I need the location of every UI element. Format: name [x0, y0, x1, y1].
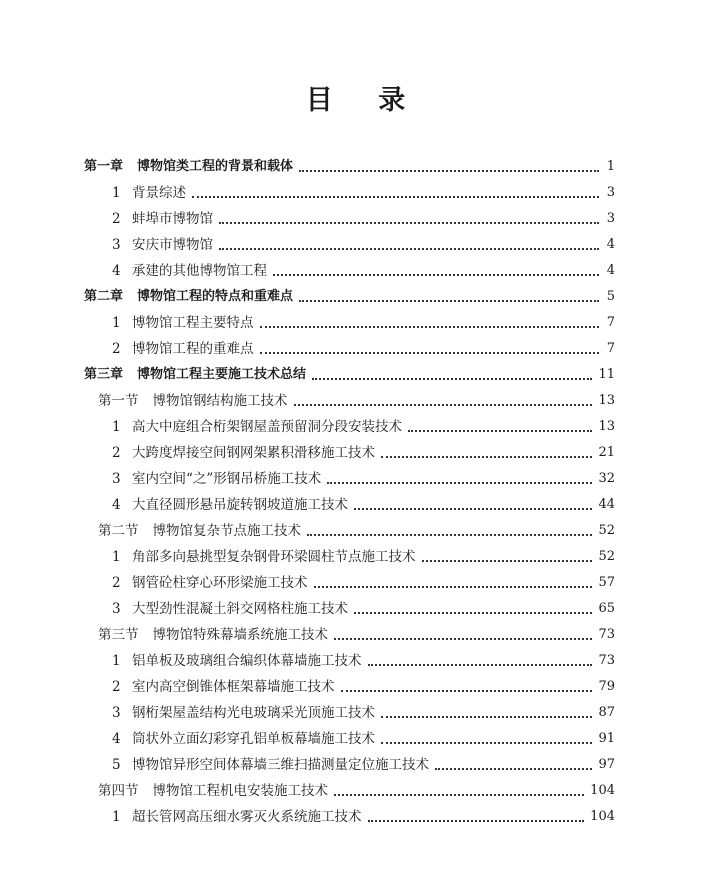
dot-leader — [435, 766, 592, 770]
toc-entry-number: 3 — [112, 705, 121, 721]
toc-entry-page-number: 73 — [598, 653, 615, 668]
dot-leader — [422, 558, 593, 562]
toc-entry-page-number: 13 — [598, 419, 615, 434]
toc-entry-number: 3 — [112, 237, 121, 253]
toc-entry-item[interactable] — [112, 572, 615, 594]
toc-entry-page-number: 73 — [598, 627, 615, 642]
toc-entry-item[interactable] — [112, 728, 615, 750]
toc-entry-title: 超长管网高压细水雾灭火系统施工技术 — [132, 809, 362, 825]
toc-entry-title: 大型劲性混凝土斜交网格柱施工技术 — [132, 601, 348, 617]
toc-entry-title: 承建的其他博物馆工程 — [132, 263, 267, 279]
toc-entry-number: 1 — [112, 653, 121, 669]
toc-entry-number: 3 — [112, 471, 121, 487]
toc-entry-page-number: 65 — [598, 601, 615, 616]
toc-entry-page-number: 87 — [598, 705, 615, 720]
toc-entry-number: 1 — [112, 809, 121, 825]
toc-entry-page-number: 4 — [606, 263, 615, 278]
toc-entry-page-number: 7 — [606, 315, 615, 330]
toc-entry-page-number: 57 — [598, 575, 615, 590]
toc-entry-item[interactable] — [112, 754, 615, 776]
dot-leader — [260, 350, 600, 354]
toc-entry-page-number: 104 — [590, 809, 615, 824]
toc-entry-page-number: 3 — [606, 211, 615, 226]
toc-entry-title: 大跨度焊接空间钢网架累积滑移施工技术 — [132, 445, 375, 461]
toc-entry-number: 1 — [112, 315, 121, 331]
dot-leader — [334, 636, 592, 640]
toc-entry-item[interactable] — [112, 650, 615, 672]
toc-entry-item[interactable] — [112, 676, 615, 698]
toc-entry-section[interactable] — [98, 390, 615, 412]
dot-leader — [368, 662, 593, 666]
dot-leader — [354, 610, 592, 614]
toc-entry-page-number: 32 — [598, 471, 615, 486]
page-title: 目 录 — [305, 85, 424, 116]
dot-leader — [219, 246, 599, 250]
toc-entry-page-number: 13 — [598, 393, 615, 408]
dot-leader — [299, 298, 599, 302]
toc-entry-title: 安庆市博物馆 — [132, 237, 213, 253]
toc-entry-title: 博物馆异形空间体幕墙三维扫描测量定位施工技术 — [132, 757, 429, 773]
toc-entry-number: 2 — [112, 445, 121, 461]
toc-entry-item[interactable] — [112, 468, 615, 490]
toc-entry-number: 第三节 — [98, 627, 139, 643]
toc-entry-number: 2 — [112, 211, 121, 227]
toc-entry-item[interactable] — [112, 494, 615, 516]
dot-leader — [334, 792, 584, 796]
dot-leader — [294, 402, 593, 406]
toc-entry-number: 1 — [112, 185, 121, 201]
toc-entry-title: 钢桁架屋盖结构光电玻璃采光顶施工技术 — [132, 705, 375, 721]
toc-entry-page-number: 79 — [598, 679, 615, 694]
toc-entry-chapter[interactable] — [84, 156, 615, 178]
toc-entry-item[interactable] — [112, 598, 615, 620]
dot-leader — [327, 480, 592, 484]
toc-entry-item[interactable] — [112, 338, 615, 360]
toc-entry-chapter[interactable] — [84, 364, 615, 386]
toc-entry-title: 高大中庭组合桁架钢屋盖预留洞分段安装技术 — [132, 419, 402, 435]
dot-leader — [307, 532, 592, 536]
toc-entry-item[interactable] — [112, 702, 615, 724]
toc-entry-number: 第二章 — [84, 289, 124, 304]
toc-entry-title: 博物馆特殊幕墙系统施工技术 — [152, 627, 328, 643]
dot-leader — [260, 324, 600, 328]
toc-entry-page-number: 3 — [606, 185, 615, 200]
toc-entry-number: 第四节 — [98, 783, 139, 799]
toc-entry-number: 1 — [112, 549, 121, 565]
toc-entry-page-number: 1 — [606, 159, 615, 174]
toc-entry-page-number: 44 — [598, 497, 615, 512]
dot-leader — [314, 584, 593, 588]
toc-entry-section[interactable] — [98, 624, 615, 646]
toc-entry-title: 博物馆工程主要施工技术总结 — [137, 367, 307, 382]
toc-entry-title: 室内空间“之”形钢吊桥施工技术 — [132, 471, 322, 487]
toc-entry-title: 角部多向悬挑型复杂钢骨环梁圆柱节点施工技术 — [132, 549, 416, 565]
dot-leader — [219, 220, 599, 224]
dot-leader — [354, 506, 592, 510]
toc-entry-title: 钢管砼柱穿心环形梁施工技术 — [132, 575, 308, 591]
dot-leader — [381, 454, 592, 458]
toc-entry-page-number: 97 — [598, 757, 615, 772]
toc-entry-title: 博物馆类工程的背景和载体 — [137, 159, 294, 174]
toc-entry-item[interactable] — [112, 182, 615, 204]
toc-entry-number: 第三章 — [84, 367, 124, 382]
toc-entry-title: 博物馆工程机电安装施工技术 — [152, 783, 328, 799]
toc-entry-section[interactable] — [98, 780, 615, 802]
toc-entry-title: 背景综述 — [132, 185, 186, 201]
toc-entry-number: 2 — [112, 679, 121, 695]
dot-leader — [192, 194, 599, 198]
dot-leader — [299, 168, 599, 172]
toc-entry-title: 博物馆工程的重难点 — [132, 341, 254, 357]
toc-entry-number: 5 — [112, 757, 121, 773]
dot-leader — [408, 428, 592, 432]
toc-entry-item[interactable] — [112, 312, 615, 334]
dot-leader — [381, 740, 592, 744]
toc-entry-item[interactable] — [112, 234, 615, 256]
toc-entry-number: 3 — [112, 601, 121, 617]
dot-leader — [341, 688, 593, 692]
toc-entry-chapter[interactable] — [84, 286, 615, 308]
toc-entry-item[interactable] — [112, 806, 615, 828]
toc-entry-title: 铝单板及玻璃组合编织体幕墙施工技术 — [132, 653, 362, 669]
toc-entry-page-number: 4 — [606, 237, 615, 252]
toc-entry-number: 第一节 — [98, 393, 139, 409]
dot-leader — [273, 272, 599, 276]
toc-entry-title: 室内高空倒锥体框架幕墙施工技术 — [132, 679, 335, 695]
toc-entry-page-number: 91 — [598, 731, 615, 746]
dot-leader — [381, 714, 592, 718]
toc-entry-page-number: 5 — [606, 289, 615, 304]
dot-leader — [312, 376, 592, 380]
toc-entry-number: 2 — [112, 341, 121, 357]
toc-entry-number: 4 — [112, 263, 121, 279]
toc-entry-item[interactable] — [112, 260, 615, 282]
toc-entry-title: 博物馆钢结构施工技术 — [152, 393, 288, 409]
toc-entry-title: 大直径圆形悬吊旋转钢坡道施工技术 — [132, 497, 348, 513]
toc-entry-number: 4 — [112, 497, 121, 513]
toc-entry-title: 博物馆工程的特点和重难点 — [137, 289, 294, 304]
toc-entry-page-number: 52 — [598, 549, 615, 564]
toc-entry-page-number: 21 — [598, 445, 615, 460]
toc-entry-page-number: 52 — [598, 523, 615, 538]
toc-entry-title: 博物馆复杂节点施工技术 — [152, 523, 301, 539]
toc-entry-number: 1 — [112, 419, 121, 435]
dot-leader — [368, 818, 585, 822]
toc-entry-section[interactable] — [98, 520, 615, 542]
toc-entry-item[interactable] — [112, 546, 615, 568]
toc-entry-item[interactable] — [112, 442, 615, 464]
toc-entry-number: 第二节 — [98, 523, 139, 539]
toc-entry-number: 第一章 — [84, 159, 124, 174]
toc-entry-number: 2 — [112, 575, 121, 591]
toc-entry-page-number: 104 — [590, 783, 615, 798]
toc-entry-item[interactable] — [112, 416, 615, 438]
toc-entry-page-number: 11 — [598, 367, 615, 382]
toc-entry-number: 4 — [112, 731, 121, 747]
toc-entry-title: 蚌埠市博物馆 — [132, 211, 213, 227]
toc-entry-page-number: 7 — [606, 341, 615, 356]
toc-entry-title: 博物馆工程主要特点 — [132, 315, 254, 331]
toc-entry-title: 筒状外立面幻彩穿孔铝单板幕墙施工技术 — [132, 731, 375, 747]
toc-entry-item[interactable] — [112, 208, 615, 230]
